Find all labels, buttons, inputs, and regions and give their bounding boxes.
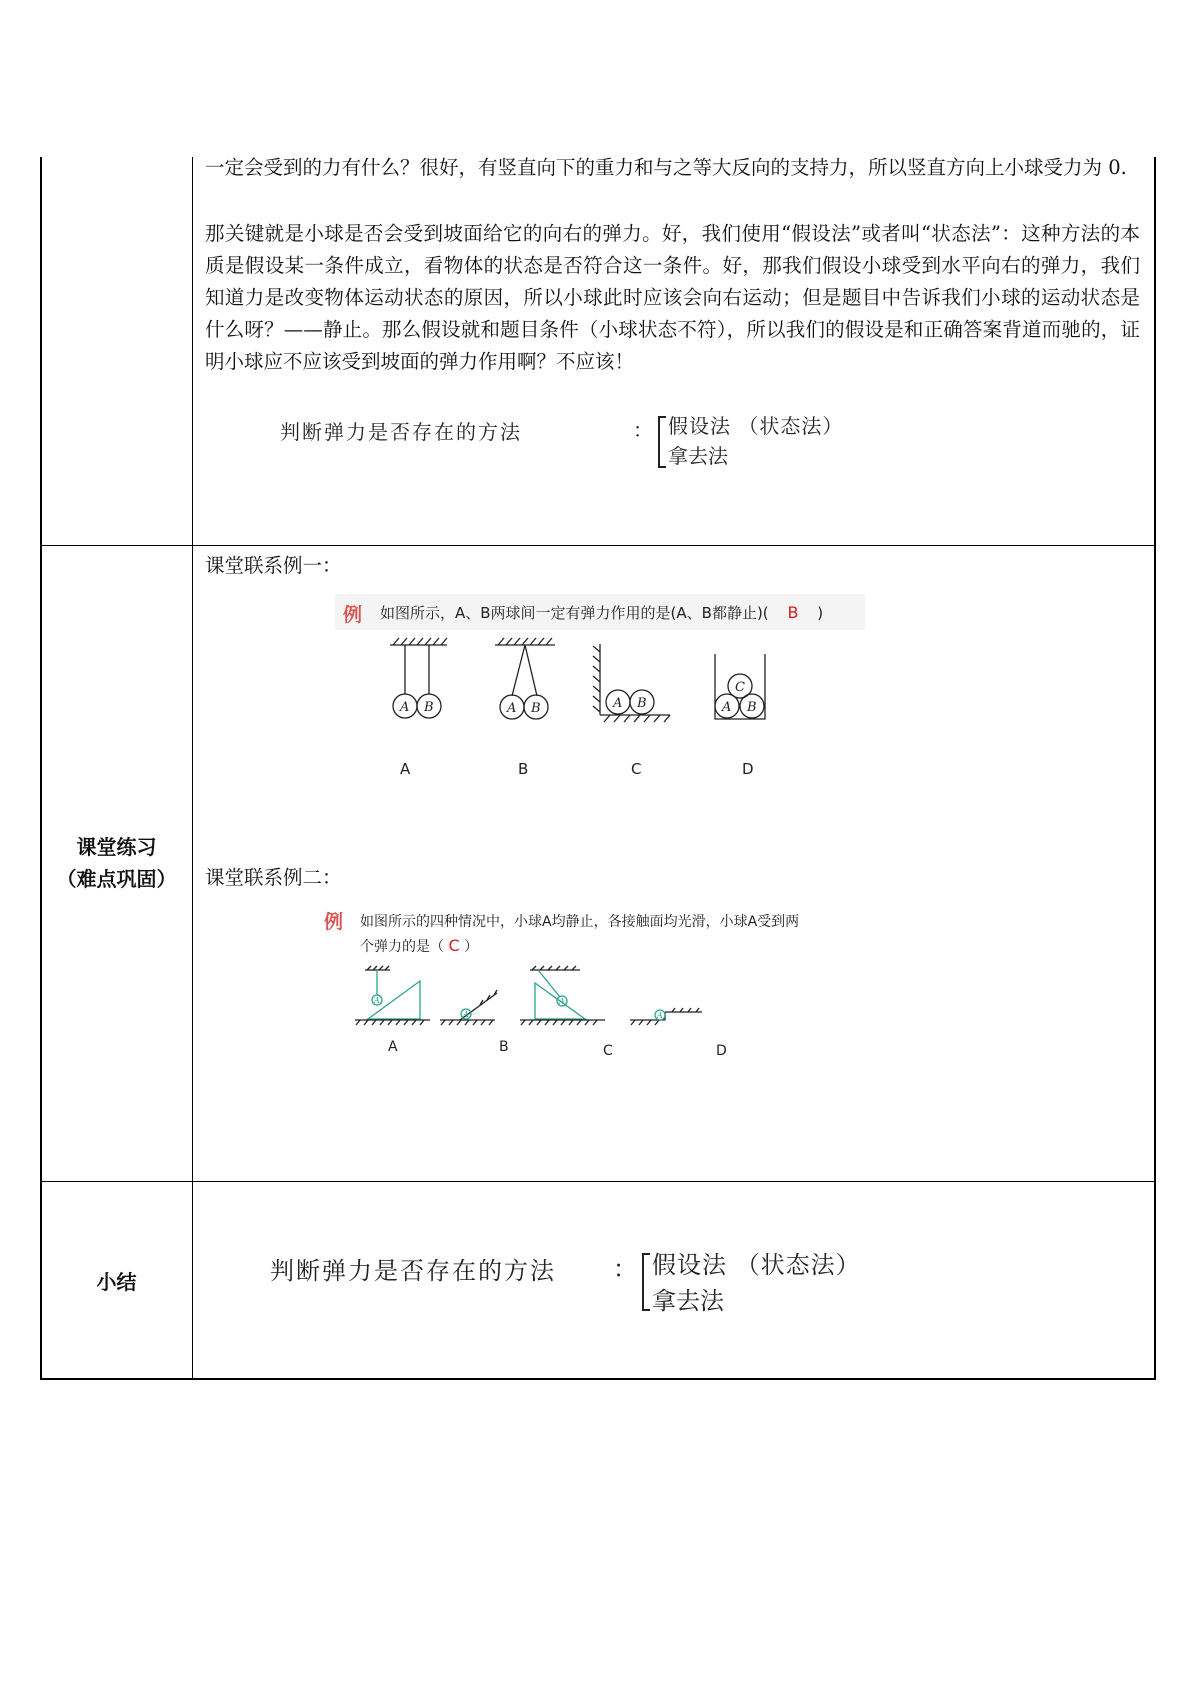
example-1-c-ball-a: A	[613, 696, 623, 711]
example-2-diagrams	[320, 965, 860, 1065]
method-colon: ：	[633, 418, 653, 442]
example-2-question-line-1: 如图所示的四种情况中，小球A均静止，各接触面均光滑，小球A受到两	[360, 914, 800, 930]
practice-label-line-2: （难点巩固）	[56, 867, 177, 891]
table-row-divider-1	[40, 545, 1156, 546]
example-2-c-ball: A	[559, 997, 565, 1006]
example-1-b-ball-a: A	[507, 701, 517, 716]
example-2-diagram-b	[440, 990, 497, 1025]
example-2-question-line-2	[360, 936, 478, 956]
example-2-diagram-c	[520, 966, 605, 1025]
summary-option-1: 假设法 （状态法）	[652, 1251, 861, 1279]
example-1-question	[380, 602, 823, 623]
example-2-option-b: B	[499, 1039, 509, 1055]
example-2-badge: 例	[324, 911, 344, 933]
example-2-option-d: D	[716, 1043, 727, 1059]
example-1-question-prefix: 如图所示，A、B两球间一定有弹力作用的是(A、B都静止)(	[380, 604, 769, 622]
example-2-diagram-a	[355, 966, 430, 1025]
practice-section-label	[40, 831, 193, 895]
example-1-diagram-a	[390, 638, 447, 718]
table-row-divider-2	[40, 1181, 1156, 1182]
example-1-diagram-c	[593, 644, 670, 722]
table-left-border	[40, 157, 42, 1380]
method-option-1: 假设法 （状态法）	[668, 414, 844, 438]
example-1-option-b: B	[518, 760, 529, 778]
example-2-a-ball: A	[374, 996, 380, 1005]
example-1-badge: 例	[343, 604, 363, 626]
example-1-a-ball-a: A	[400, 700, 410, 715]
method-option-2: 拿去法	[668, 444, 728, 468]
example-2-question-prefix: 个弹力的是（	[360, 939, 444, 955]
example-1-caption: 课堂联系例一：	[205, 554, 342, 577]
summary-colon: ：	[613, 1255, 637, 1283]
example-2-option-c: C	[603, 1043, 613, 1059]
lecture-paragraph-2: 那关键就是小球是否会受到坡面给它的向右的弹力。好，我们使用“假设法”或者叫“状态法”：这种方法的本质是假设某一条件成立，看物体的状态是否符合这一条件。好，那我们假设小球受到水平向右的弹力，我们知道力是改变物体运动状态的原因，所以小球此时应该会向右运动；但是题目中告诉我们小球的运动状态是什么呀？——静止。那么假设就和题目条件（小球状态不符），所以我们的假设是和正确答案背道而驰的，证明小球应不应该受到坡面的弹力作用啊？不应该！	[205, 222, 1140, 373]
method-bracket	[658, 416, 666, 468]
example-1-option-a: A	[400, 760, 411, 778]
example-2-figure	[320, 905, 860, 1065]
summary-option-2: 拿去法	[652, 1287, 724, 1315]
example-1-b-ball-b: B	[531, 701, 541, 716]
example-1-d-ball-a: A	[722, 700, 732, 715]
example-2-option-a: A	[388, 1039, 398, 1055]
summary-method-diagram	[270, 1245, 910, 1315]
example-1-c-ball-b: B	[637, 696, 647, 711]
lecture-paragraph-1: 一定会受到的力有什么？很好，有竖直向下的重力和与之等大反向的支持力，所以竖直方向上小球受力为 0.	[205, 156, 1127, 179]
example-1-option-d: D	[742, 760, 754, 778]
example-1-diagrams	[335, 634, 865, 784]
example-1-question-suffix: )	[817, 604, 824, 622]
example-1-diagram-b	[495, 638, 555, 719]
example-1-figure	[335, 594, 865, 784]
table-column-divider	[192, 157, 193, 1380]
example-2-answer: C	[448, 936, 460, 955]
summary-section-label: 小结	[96, 1270, 137, 1294]
example-2-diagram-d	[630, 1008, 702, 1025]
summary-bracket	[642, 1253, 650, 1311]
example-2-d-ball: A	[657, 1011, 663, 1020]
example-1-a-ball-b: B	[424, 700, 434, 715]
example-2-caption: 课堂联系例二：	[205, 866, 342, 889]
method-lead-text: 判断弹力是否存在的方法	[280, 420, 522, 444]
lecture-method-diagram	[280, 410, 920, 470]
example-2-question-suffix: ）	[464, 939, 479, 955]
practice-label-line-1: 课堂练习	[76, 835, 157, 859]
example-1-d-ball-b: B	[747, 700, 757, 715]
example-1-option-c: C	[631, 760, 642, 778]
table-bottom-border	[40, 1378, 1156, 1380]
summary-lead-text: 判断弹力是否存在的方法	[270, 1257, 556, 1285]
example-2-b-ball: A	[463, 1010, 469, 1019]
table-right-border	[1154, 157, 1156, 1380]
example-1-answer: B	[787, 603, 799, 622]
example-1-d-ball-c: C	[735, 680, 745, 695]
